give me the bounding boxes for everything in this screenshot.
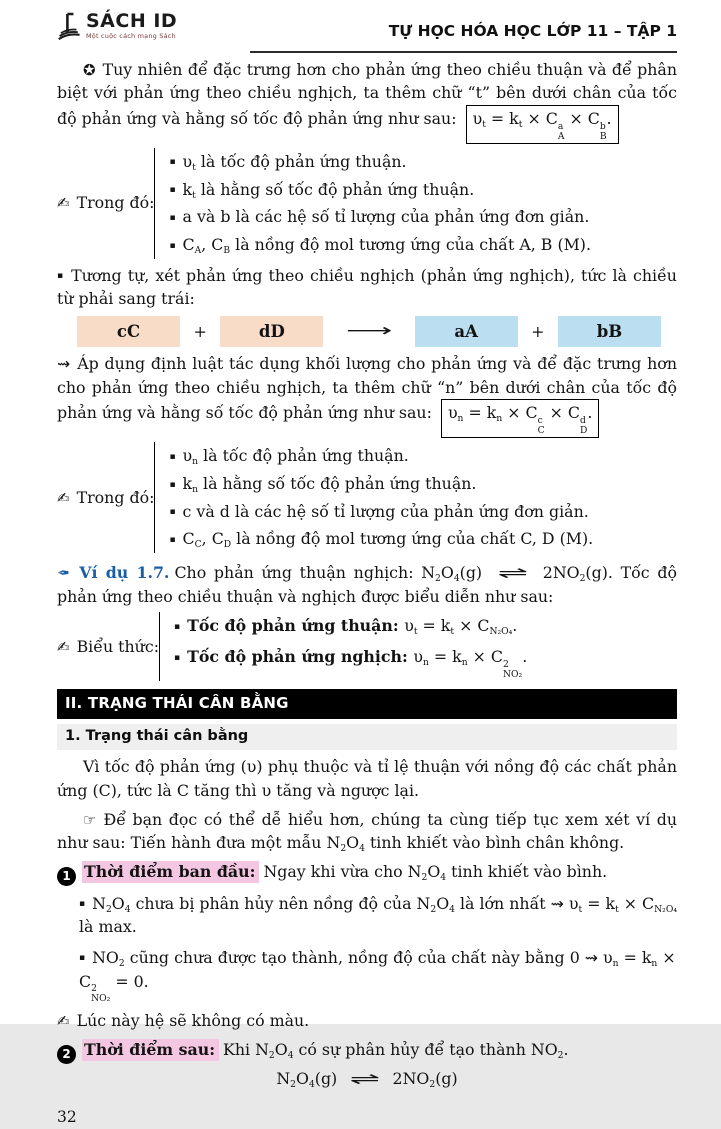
- bullet-icon: ▪: [169, 479, 176, 490]
- writing-hand-icon: ✍: [57, 637, 70, 656]
- item-text: Tốc độ phản ứng thuận: $\upsilon_t = k_t \times C_{N_2O_4}$.: [187, 616, 518, 638]
- bullet-icon: ▪: [174, 652, 181, 663]
- list-item: [79, 946, 677, 1004]
- list-item: [169, 178, 591, 202]
- bullet-icon: ▪: [169, 534, 176, 545]
- pen-icon: ✒: [57, 564, 70, 583]
- where-label-text: Trong đó:: [76, 193, 155, 213]
- plus-sign: +: [193, 321, 207, 341]
- expression-items: [159, 612, 527, 681]
- product-box-aA: aA: [415, 316, 518, 347]
- item-text: $\upsilon_t$ là tốc độ phản ứng thuận.: [182, 151, 407, 174]
- reader-note-text: Để bạn đọc có thể dễ hiểu hơn, chúng ta cùng tiếp tục xem xét ví dụ như sau: Tiến hành đưa một mẫu $N_2O_4$ tinh khiết vào bình chân không.: [57, 809, 677, 855]
- list-item: [169, 150, 591, 174]
- bullet-icon: ▪: [169, 185, 176, 196]
- mass-action-text: Áp dụng định luật tác dụng khối lượng cho phản ứng và để đặc trưng hơn cho phản ứng theo chiều nghịch, ta thêm chữ “n” bên dưới chân của tốc độ phản ứng và hằng số tốc độ phản ứng như sau:: [57, 354, 677, 423]
- equilibrium-equation: $N_2O_4(g)$ ⇌ $2NO_2(g)$: [276, 1068, 458, 1090]
- item-text: $C_A$, $C_B$ là nồng độ mol tương ứng của chất A, B (M).: [182, 235, 591, 257]
- bullet-icon: ▪: [169, 451, 176, 462]
- book-title: TỰ HỌC HÓA HỌC LỚP 11 – TẬP 1: [388, 22, 677, 41]
- section-heading: II. TRẠNG THÁI CÂN BẰNG: [57, 689, 677, 719]
- reactant-box-cC: cC: [77, 316, 180, 347]
- time-point-2: [57, 1038, 677, 1064]
- list-item: [169, 444, 593, 468]
- page-number: 32: [57, 1108, 77, 1127]
- header-rule: [250, 51, 677, 53]
- where-label-text: Trong đó:: [76, 487, 155, 507]
- example-label: Ví dụ 1.7.: [79, 563, 170, 583]
- item-text: $k_t$ là hằng số tốc độ phản ứng thuận.: [182, 179, 475, 201]
- where-items: [154, 148, 591, 259]
- bullet-icon: ▪: [79, 899, 86, 910]
- reverse-reaction-equation: [57, 316, 677, 347]
- expression-label: [57, 635, 159, 659]
- product-box-bB: bB: [558, 316, 661, 347]
- bullet-icon: ▪: [169, 212, 176, 223]
- item-text: $N_2O_4$ chưa bị phân hủy nên nồng độ của $N_2O_4$ là lớn nhất ⇝ $\upsilon_t = k_t \times C_{N_2O_4}$ là max.: [79, 893, 677, 937]
- forward-rate-formula-box: $\upsilon_t = k_t \times C$ a A × C b B .: [466, 105, 619, 144]
- time-point-1: [57, 860, 677, 886]
- page-header: [57, 12, 677, 49]
- logo-tagline: Một cuộc cách mạng Sách: [86, 32, 176, 40]
- logo-title: SÁCH ID: [86, 10, 178, 32]
- intro-text: Tuy nhiên để đặc trưng hơn cho phản ứng theo chiều thuận và để phân biệt với phản ứng theo chiều nghịch, ta thêm chữ “t” bên dưới chân của tốc độ phản ứng và hằng số tốc độ phản ứng như sau:: [57, 59, 677, 129]
- pointing-hand-icon: ☞: [83, 810, 97, 829]
- bullet-icon: ▪: [169, 240, 176, 251]
- time-point-2-text: Khi $N_2O_4$ có sự phân hủy để tạo thành $NO_2$.: [223, 1040, 569, 1062]
- list-item: [169, 205, 591, 229]
- list-item: [174, 614, 527, 638]
- publisher-logo: [57, 12, 177, 49]
- star-marker-icon: ✪: [83, 60, 96, 79]
- squiggle-arrow-icon: ⇝: [57, 354, 71, 374]
- writing-hand-icon: ✍: [57, 488, 70, 507]
- no-color-text: Lúc này hệ sẽ không có màu.: [76, 1010, 310, 1030]
- reader-note-paragraph: [57, 808, 677, 855]
- where-block-reverse: [57, 442, 677, 553]
- book-logo-icon: [57, 12, 83, 49]
- item-text: Tốc độ phản ứng nghịch: $\upsilon_n = k_n \times C$ 2 NO₂ .: [187, 647, 528, 680]
- item-text: a và b là các hệ số tỉ lượng của phản ứng đơn giản.: [182, 207, 590, 227]
- list-item: [169, 500, 593, 524]
- no-color-note: [57, 1009, 677, 1033]
- reverse-rate-formula-box: $\upsilon_n = k_n \times C$ c C × C d D .: [441, 399, 599, 438]
- expression-label-text: Biểu thức:: [76, 636, 160, 656]
- where-items: [154, 442, 593, 553]
- bullet-icon: ▪: [57, 271, 65, 282]
- example-text: Cho phản ứng thuận nghịch: $N_2O_4(g)$ ⇌ $2NO_2(g)$. Tốc độ phản ứng theo chiều thuận và nghịch được biểu diễn như sau:: [57, 563, 677, 606]
- reactant-box-dD: dD: [220, 316, 323, 347]
- rate-dependence-paragraph: Vì tốc độ phản ứng (υ) phụ thuộc và tỉ lệ thuận với nồng độ các chất phản ứng (C), tức là C tăng thì υ tăng và ngược lại.: [57, 757, 677, 800]
- list-item: [174, 645, 527, 679]
- plus-sign: +: [531, 321, 545, 341]
- list-item: [169, 472, 593, 496]
- writing-hand-icon: ✍: [57, 1011, 70, 1030]
- time-point-2-label: Thời điểm sau:: [82, 1039, 219, 1061]
- list-item: [79, 892, 677, 939]
- bullet-icon: ▪: [174, 621, 181, 632]
- item-text: $NO_2$ cũng chưa được tạo thành, nồng độ của chất này bằng 0 ⇝ $\upsilon_n = k_n \times C$ 2 NO₂ = 0.: [79, 947, 676, 1005]
- right-arrow-icon: ⟶: [345, 320, 393, 341]
- mass-action-paragraph: [57, 352, 677, 438]
- reverse-intro-line: [57, 264, 677, 311]
- item-text: $k_n$ là hằng số tốc độ phản ứng thuận.: [182, 474, 477, 496]
- expression-block: [57, 612, 677, 681]
- where-label: [57, 191, 154, 215]
- item-text: c và d là các hệ số tỉ lượng của phản ứng đơn giản.: [182, 501, 589, 521]
- example-paragraph: [57, 561, 677, 608]
- item-text: $\upsilon_n$ là tốc độ phản ứng thuận.: [182, 446, 409, 468]
- time-point-1-details: [57, 892, 677, 1004]
- writing-hand-icon: ✍: [57, 194, 70, 213]
- subsection-heading: 1. Trạng thái cân bằng: [57, 724, 677, 751]
- list-item: [169, 527, 593, 551]
- bullet-icon: ▪: [169, 157, 176, 168]
- where-block-forward: [57, 148, 677, 259]
- item-text: $C_C$, $C_D$ là nồng độ mol tương ứng của chất C, D (M).: [182, 529, 594, 551]
- list-item: [169, 233, 591, 257]
- number-circle-1: 1: [57, 867, 76, 886]
- reverse-intro-text: Tương tự, xét phản ứng theo chiều nghịch (phản ứng nghịch), tức là chiều từ phải sang trái:: [57, 265, 677, 309]
- number-circle-2: 2: [57, 1045, 76, 1064]
- bullet-icon: ▪: [169, 507, 176, 518]
- time-point-1-label: Thời điểm ban đầu:: [82, 861, 259, 883]
- bullet-icon: ▪: [79, 953, 86, 964]
- time-point-1-text: Ngay khi vừa cho $N_2O_4$ tinh khiết vào bình.: [263, 862, 608, 884]
- intro-paragraph: [57, 58, 677, 144]
- where-label: [57, 486, 154, 510]
